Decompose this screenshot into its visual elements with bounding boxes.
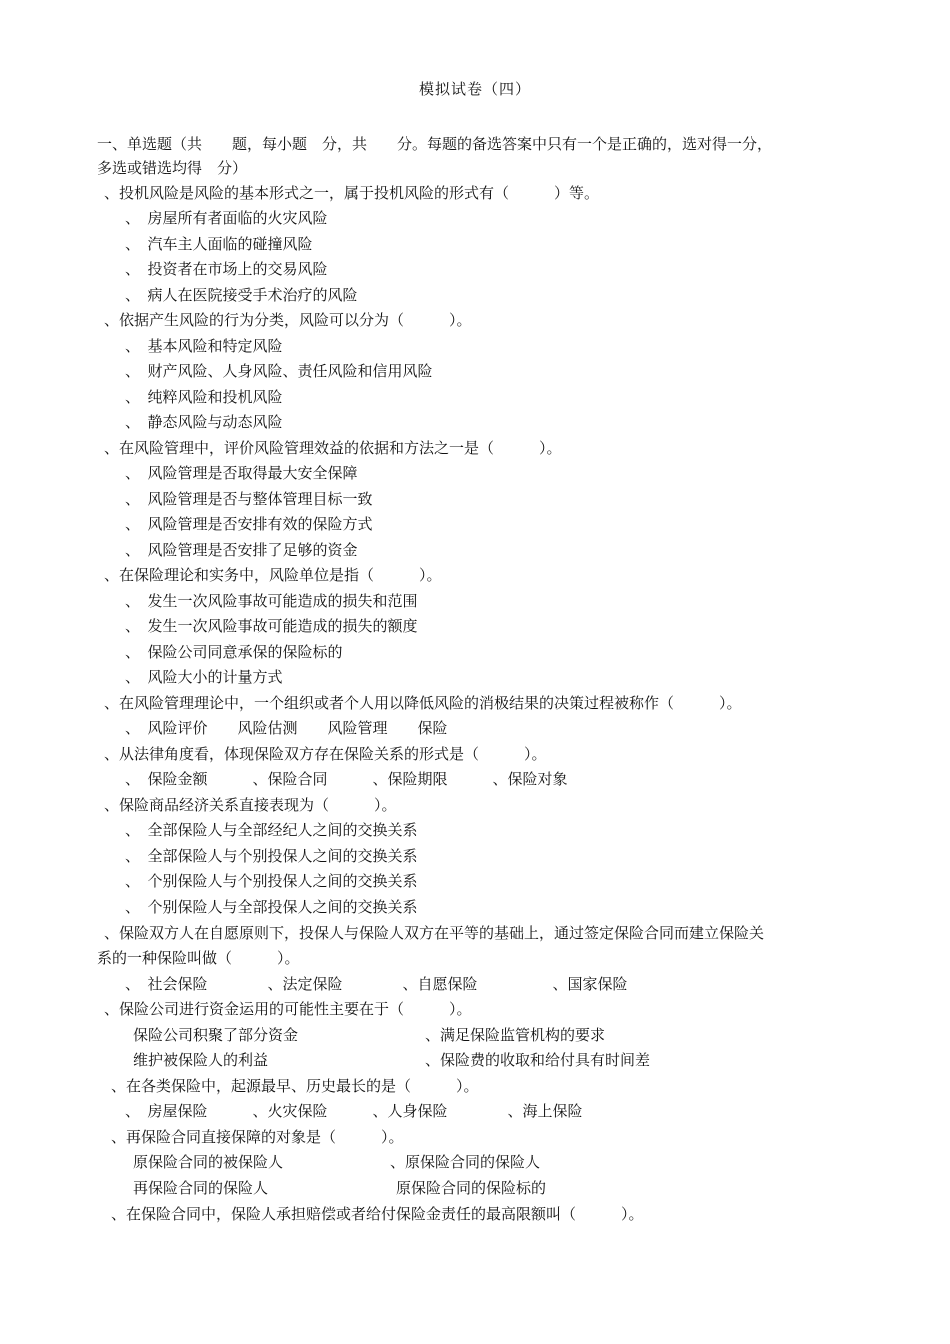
option-item: 、 个别保险人与个别投保人之间的交换关系 [125,872,418,890]
option-item: 、 发生一次风险事故可能造成的损失和范围 [125,592,418,610]
option-item: 、满足保险监管机构的要求 [425,1026,606,1044]
option-item: 、 风险大小的计量方式 [125,668,283,686]
option-item: 、 房屋保险 、火灾保险 、人身保险 、海上保险 [125,1102,583,1120]
option-item: 、 全部保险人与全部经纪人之间的交换关系 [125,821,418,839]
question-stem: 、在风险管理理论中，一个组织或者个人用以降低风险的消极结果的决策过程被称作（ ）。 [104,694,742,712]
option-item: 、 汽车主人面临的碰撞风险 [125,235,313,253]
question-stem: 、在各类保险中，起源最早、历史最长的是（ ）。 [111,1077,479,1095]
option-item: 、 纯粹风险和投机风险 [125,388,283,406]
option-item: 、 发生一次风险事故可能造成的损失的额度 [125,617,418,635]
question-stem: 、在保险理论和实务中，风险单位是指（ ）。 [104,566,442,584]
option-item: 、 风险管理是否取得最大安全保障 [125,464,358,482]
option-item: 、 风险评价 风险估测 风险管理 保险 [125,719,448,737]
section-intro-line-1: 一、单选题（共 题，每小题 分，共 分。每题的备选答案中只有一个是正确的，选对得一分， [97,135,773,153]
question-stem: 、投机风险是风险的基本形式之一，属于投机风险的形式有（ ）等。 [104,184,600,202]
option-item: 再保险合同的保险人 [133,1179,269,1197]
option-item: 、原保险合同的保险人 [390,1153,541,1171]
option-item: 、 风险管理是否安排了足够的资金 [125,541,358,559]
option-item: 原保险合同的保险标的 [396,1179,547,1197]
option-item: 保险公司积聚了部分资金 [133,1026,299,1044]
option-item: 、 风险管理是否与整体管理目标一致 [125,490,373,508]
option-item: 、 投资者在市场上的交易风险 [125,260,328,278]
option-item: 维护被保险人的利益 [133,1051,269,1069]
option-item: 原保险合同的被保险人 [133,1153,284,1171]
question-stem: 、从法律角度看，体现保险双方存在保险关系的形式是（ ）。 [104,745,547,763]
section-intro-line-2: 多选或错选均得 分） [97,159,248,177]
option-item: 、 个别保险人与全部投保人之间的交换关系 [125,898,418,916]
option-item: 、保险费的收取和给付具有时间差 [425,1051,651,1069]
question-stem: 、再保险合同直接保障的对象是（ ）。 [111,1128,404,1146]
question-stem-continued: 系的一种保险叫做（ ）。 [97,949,300,967]
option-item: 、 保险公司同意承保的保险标的 [125,643,343,661]
option-item: 、 静态风险与动态风险 [125,413,283,431]
option-item: 、 房屋所有者面临的火灾风险 [125,209,328,227]
question-stem: 、保险双方人在自愿原则下，投保人与保险人双方在平等的基础上，通过签定保险合同而建立保险关 [104,924,765,942]
question-stem: 、依据产生风险的行为分类，风险可以分为（ ）。 [104,311,472,329]
question-stem: 、在风险管理中，评价风险管理效益的依据和方法之一是（ ）。 [104,439,562,457]
question-stem: 、保险公司进行资金运用的可能性主要在于（ ）。 [104,1000,472,1018]
question-stem: 、保险商品经济关系直接表现为（ ）。 [104,796,397,814]
question-stem: 、在保险合同中，保险人承担赔偿或者给付保险金责任的最高限额叫（ ）。 [111,1205,644,1223]
option-item: 、 病人在医院接受手术治疗的风险 [125,286,358,304]
option-item: 、 全部保险人与个别投保人之间的交换关系 [125,847,418,865]
option-item: 、 财产风险、人身风险、责任风险和信用风险 [125,362,433,380]
option-item: 、 基本风险和特定风险 [125,337,283,355]
option-item: 、 保险金额 、保险合同 、保险期限 、保险对象 [125,770,568,788]
page-title: 模拟试卷（四） [418,80,531,98]
option-item: 、 社会保险 、法定保险 、自愿保险 、国家保险 [125,975,628,993]
option-item: 、 风险管理是否安排有效的保险方式 [125,515,373,533]
